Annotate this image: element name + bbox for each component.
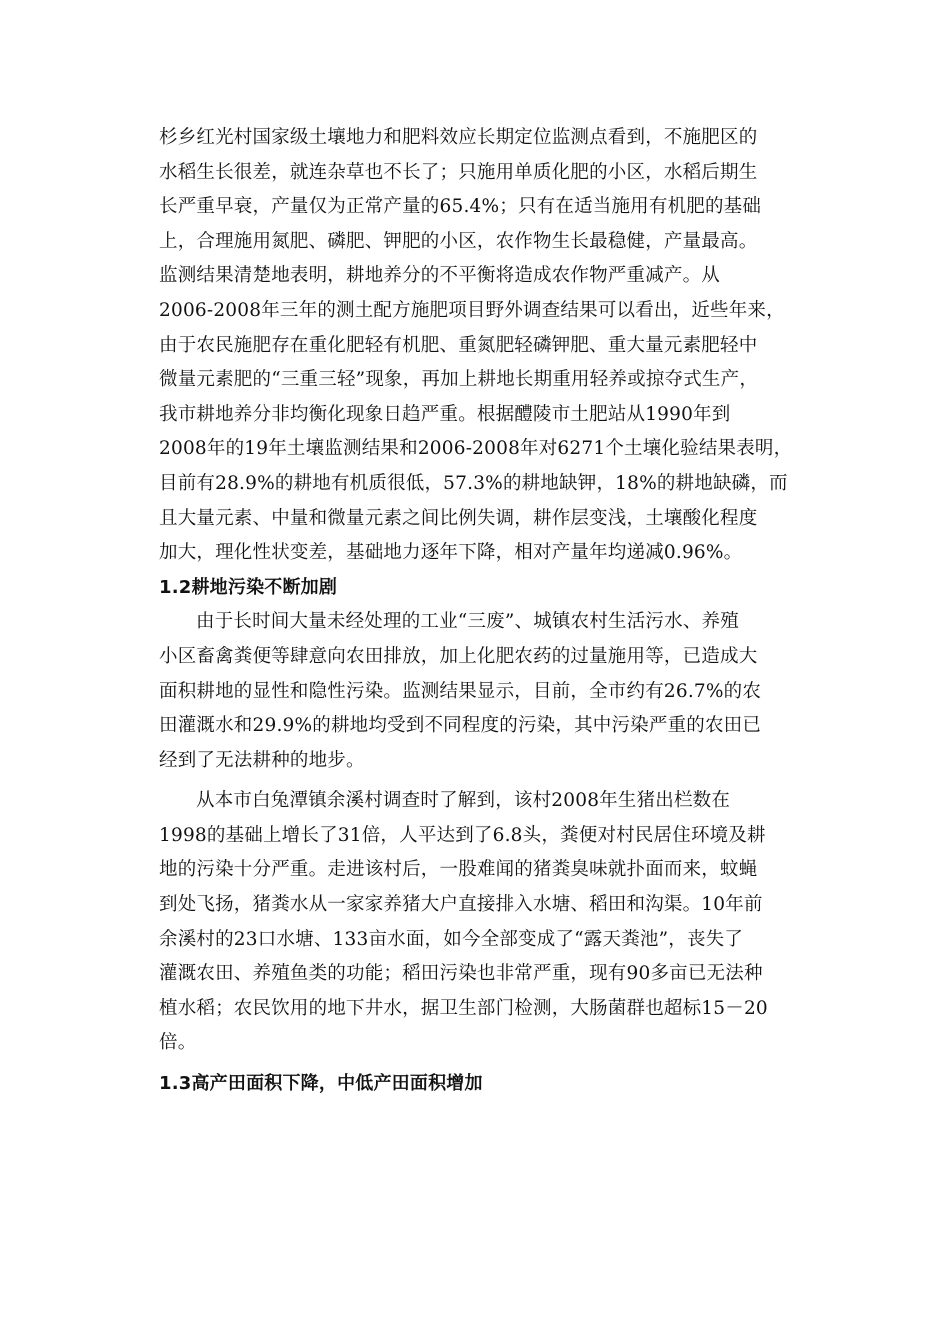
text-line: 1998的基础上增长了31倍，人平达到了6.8头，粪便对村民居住环境及耕 xyxy=(159,824,766,846)
text-line: 从本市白兔潭镇余溪村调查时了解到，该村2008年生猪出栏数在 xyxy=(196,790,731,812)
document-page xyxy=(159,121,793,1102)
text-line: 监测结果清楚地表明，耕地养分的不平衡将造成农作物严重减产。从 xyxy=(159,265,721,287)
text-line: 杉乡红光村国家级土壤地力和肥料效应长期定位监测点看到，不施肥区的 xyxy=(159,127,758,148)
text-line: 目前有28.9%的耕地有机质很低，57.3%的耕地缺钾，18%的耕地缺磷，而 xyxy=(159,472,788,494)
text-line: 灌溉农田、养殖鱼类的功能；稻田污染也非常严重，现有90多亩已无法种 xyxy=(159,963,763,985)
text-line: 2006-2008年三年的测土配方施肥项目野外调查结果可以看出，近些年来， xyxy=(159,299,785,321)
text-line: 由于农民施肥存在重化肥轻有机肥、重氮肥轻磷钾肥、重大量元素肥轻中 xyxy=(159,334,758,356)
text-line: 由于长时间大量未经处理的工业“三废”、城镇农村生活污水、养殖 xyxy=(196,611,739,633)
text-line: 加大，理化性状变差，基础地力逐年下降，相对产量年均递减0.96%。 xyxy=(159,542,743,564)
section-heading: 1.2耕地污染不断加剧 xyxy=(159,576,338,598)
text-line: 面积耕地的显性和隐性污染。监测结果显示，目前，全市约有26.7%的农 xyxy=(159,680,762,702)
text-line: 且大量元素、中量和微量元素之间比例失调，耕作层变浅，土壤酸化程度 xyxy=(159,507,758,529)
text-line: 余溪村的23口水塘、133亩水面，如今全部变成了“露天粪池”，丧失了 xyxy=(159,928,744,950)
text-line: 我市耕地养分非均衡化现象日趋严重。根据醴陵市土肥站从1990年到 xyxy=(159,403,731,425)
text-line: 倍。 xyxy=(159,1032,197,1054)
section-heading: 1.3高产田面积下降，中低产田面积增加 xyxy=(159,1073,483,1095)
text-line: 2008年的19年土壤监测结果和2006-2008年对6271个土壤化验结果表明， xyxy=(159,438,793,460)
paragraph-village-case xyxy=(159,784,779,1061)
text-line: 小区畜禽粪便等肆意向农田排放，加上化肥农药的过量施用等，已造成大 xyxy=(159,645,758,667)
text-line: 经到了无法耕种的地步。 xyxy=(159,749,365,771)
text-line: 田灌溉水和29.9%的耕地均受到不同程度的污染，其中污染严重的农田已 xyxy=(159,715,762,737)
text-line: 植水稻；农民饮用的地下井水，据卫生部门检测，大肠菌群也超标15－20 xyxy=(159,997,768,1019)
text-line: 上，合理施用氮肥、磷肥、钾肥的小区，农作物生长最稳健，产量最高。 xyxy=(159,230,758,252)
paragraph-soil-nutrients xyxy=(159,121,793,571)
text-line: 到处飞扬，猪粪水从一家家养猪大户直接排入水塘、稻田和沟渠。10年前 xyxy=(159,894,763,916)
paragraph-pollution-overview xyxy=(159,605,779,778)
text-line: 水稻生长很差，就连杂草也不长了；只施用单质化肥的小区，水稻后期生 xyxy=(159,161,758,183)
text-line: 地的污染十分严重。走进该村后，一股难闻的猪粪臭味就扑面而来，蚊蝇 xyxy=(159,859,758,881)
text-line: 长严重早衰，产量仅为正常产量的65.4%；只有在适当施用有机肥的基础 xyxy=(159,196,762,218)
text-line: 微量元素肥的“三重三轻”现象，再加上耕地长期重用轻养或掠夺式生产， xyxy=(159,369,759,391)
